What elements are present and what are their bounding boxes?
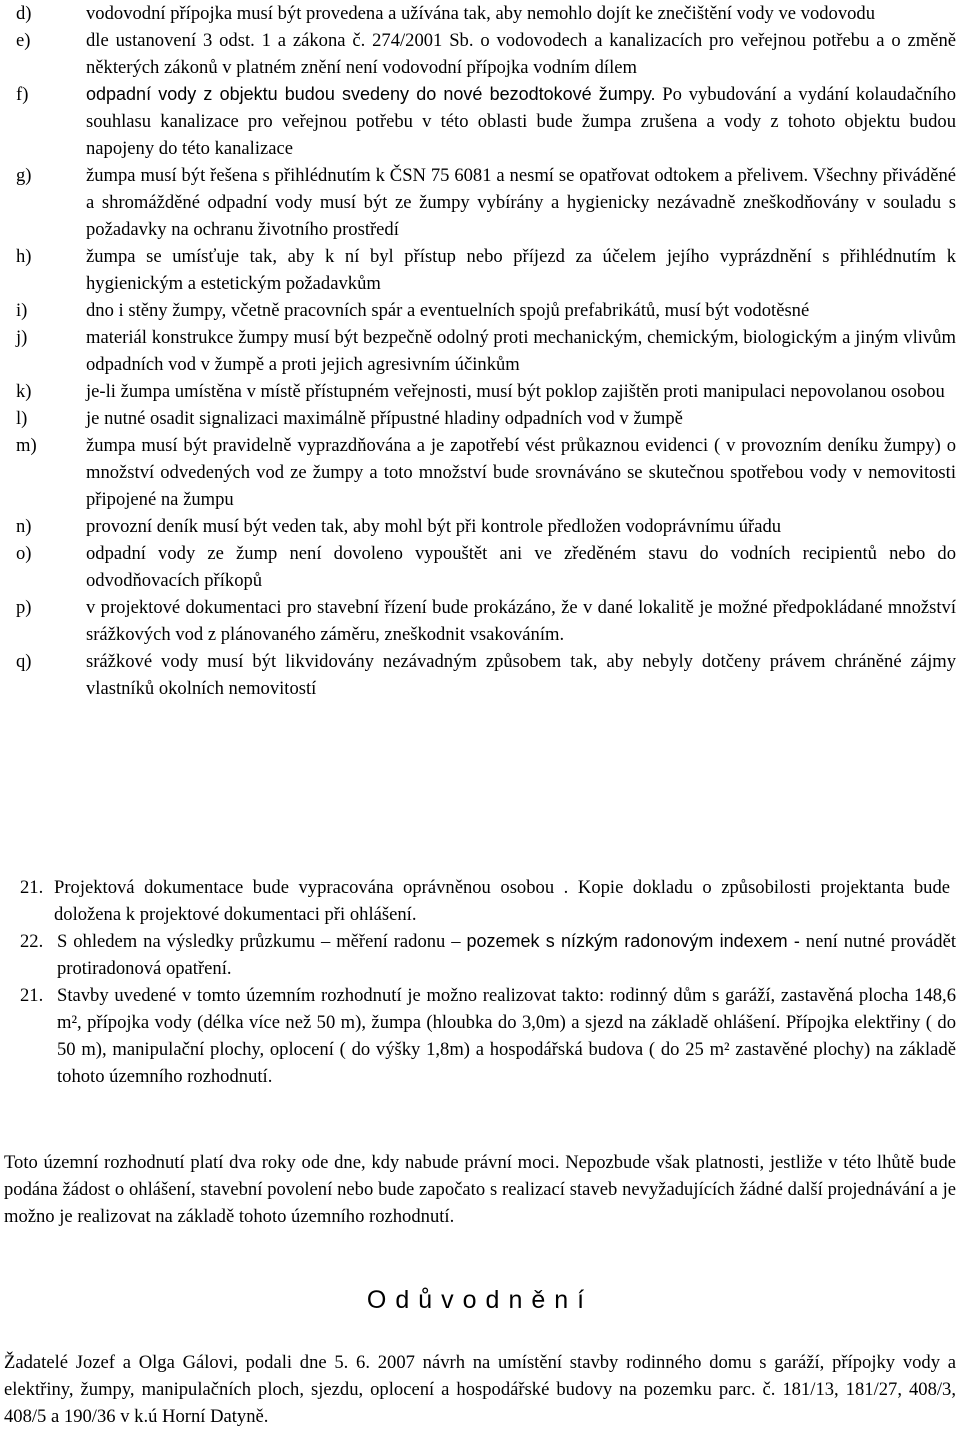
list-item [0,162,960,243]
item-label: m) [16,435,37,456]
numbered-point [0,928,960,982]
numbered-point [0,982,960,1090]
numbered-point [0,874,960,928]
item-text: srážkové vody musí být likvidovány nezávadným způsobem tak, aby nebyly dotčeny právem chráněné zájmy vlastníků okolních nemovitostí [86,651,956,699]
item-label: g) [16,165,32,186]
list-item [0,297,960,324]
validity-paragraph: Toto územní rozhodnutí platí dva roky ode dne, kdy nabude právní moci. Nepozbude však platnosti, jestliže v této lhůtě bude podána žádost o ohlášení, stavební povolení nebo bude započato s realizací staveb nevyžadujících žádné další projednávání a je možno je realizovat na základě tohoto územního rozhodnutí. [4,1152,956,1227]
list-item [0,405,960,432]
point-text: Projektová dokumentace bude vypracována oprávněnou osobou . Kopie dokladu o způsobilosti projektanta bude doložena k projektové dokumentaci při ohlášení. [54,877,950,925]
item-text: žumpa se umísťuje tak, aby k ní byl přístup nebo příjezd za účelem jejího vyprázdnění s přihlédnutím k hygienickým a estetickým požadavkům [86,246,956,294]
list-item [0,27,960,81]
item-text: žumpa musí být řešena s přihlédnutím k ČSN 75 6081 a nesmí se opatřovat odtokem a přelivem. Všechny přiváděné a shromážděné odpadní vody musí být ze žumpy vybírány a hygienicky nezávadně zneškodňovány v souladu s požadavky na ochranu životního prostředí [86,165,956,240]
list-item [0,432,960,513]
item-text: materiál konstrukce žumpy musí být bezpečně odolný proti mechanickým, chemickým, biologickým a jiným vlivům odpadních vod v žumpě a proti jejich agresivním účinkům [86,327,956,375]
item-label: n) [16,516,32,537]
point-label: 21. [20,877,44,898]
reasoning-heading: Odůvodnění [366,1286,594,1314]
item-label: e) [16,30,31,51]
item-label: k) [16,381,32,402]
list-item [0,648,960,702]
reasoning-paragraph: Žadatelé Jozef a Olga Gálovi, podali dne 5. 6. 2007 návrh na umístění stavby rodinného domu s garáží, přípojky vody a elektřiny, žumpy, manipulačních ploch, sjezdu, oplocení a hospodářské budovy na pozemku parc. č. 181/13, 181/27, 408/3, 408/5 a 190/36 v k.ú Horní Datyně. [4,1352,956,1427]
item-text: je-li žumpa umístěna v místě přístupném veřejnosti, musí být poklop zajištěn proti manipulaci nepovolanou osobou [86,381,945,402]
item-label: l) [16,408,28,429]
item-text: vodovodní přípojka musí být provedena a užívána tak, aby nemohlo dojít ke znečištění vody ve vodovodu [86,3,876,24]
item-text-sans: odpadní vody z objektu budou svedeny do nové bezodtokové žumpy. [86,84,656,104]
list-item [0,378,960,405]
item-label: q) [16,651,32,672]
point-label: 21. [20,985,44,1006]
item-text: je nutné osadit signalizaci maximálně přípustné hladiny odpadních vod v žumpě [86,408,683,429]
item-label: f) [16,84,29,105]
item-label: d) [16,3,32,24]
point-text-sans: pozemek s nízkým radonovým indexem - [466,931,800,951]
item-label: j) [16,327,28,348]
point-label: 22. [20,931,44,952]
item-label: o) [16,543,32,564]
list-item [0,513,960,540]
item-label: i) [16,300,28,321]
list-item [0,324,960,378]
conditions-list [0,0,960,702]
list-item [0,540,960,594]
point-text: není nutné provádět protiradonová opatření. [57,931,956,979]
item-text: provozní deník musí být veden tak, aby mohl být při kontrole předložen vodoprávnímu úřadu [86,516,782,537]
list-item [0,81,960,162]
item-text: dno i stěny žumpy, včetně pracovních spár a eventuelních spojů prefabrikátů, musí být vodotěsné [86,300,810,321]
point-text: S ohledem na výsledky průzkumu – měření radonu – [57,931,467,952]
item-text: Po vybudování a vydání kolaudačního souhlasu kanalizace pro veřejnou potřebu v této oblasti bude žumpa zrušena a vody z tohoto objektu budou napojeny do této kanalizace [86,84,957,159]
item-label: p) [16,597,32,618]
item-label: h) [16,246,32,267]
item-text: v projektové dokumentaci pro stavební řízení bude prokázáno, že v dané lokalitě je možné předpokládané množství srážkových vod z plánovaného záměru, zneškodnit vsakováním. [86,597,956,645]
point-text: Stavby uvedené v tomto územním rozhodnutí je možno realizovat takto: rodinný dům s garáží, zastavěná plocha 148,6 m², přípojka vody (délka více než 50 m), žumpa (hloubka do 3,0m) a sjezd na základě ohlášení. Přípojka elektřiny ( do 50 m), manipulační plochy, oplocení ( do výšky 1,8m) a hospodářská budova ( do 25 m² zastavěné plochy) na základě tohoto územního rozhodnutí. [57,985,956,1087]
item-text: žumpa musí být pravidelně vyprazdňována a je zapotřebí vést průkaznou evidenci ( v provozním deníku žumpy) o množství odvedených vod ze žumpy a toto množství bude srovnáváno se skutečnou spotřebou vody v nemovitosti připojené na žumpu [86,435,956,510]
list-item [0,594,960,648]
item-text: dle ustanovení 3 odst. 1 a zákona č. 274/2001 Sb. o vodovodech a kanalizacích pro veřejnou potřebu a o změně některých zákonů v platném znění není vodovodní přípojka vodním dílem [86,30,956,78]
list-item [0,0,960,27]
item-text: odpadní vody ze žump není dovoleno vypouštět ani ve zředěném stavu do vodních recipientů nebo do odvodňovacích příkopů [86,543,956,591]
numbered-points [0,874,960,1090]
list-item [0,243,960,297]
